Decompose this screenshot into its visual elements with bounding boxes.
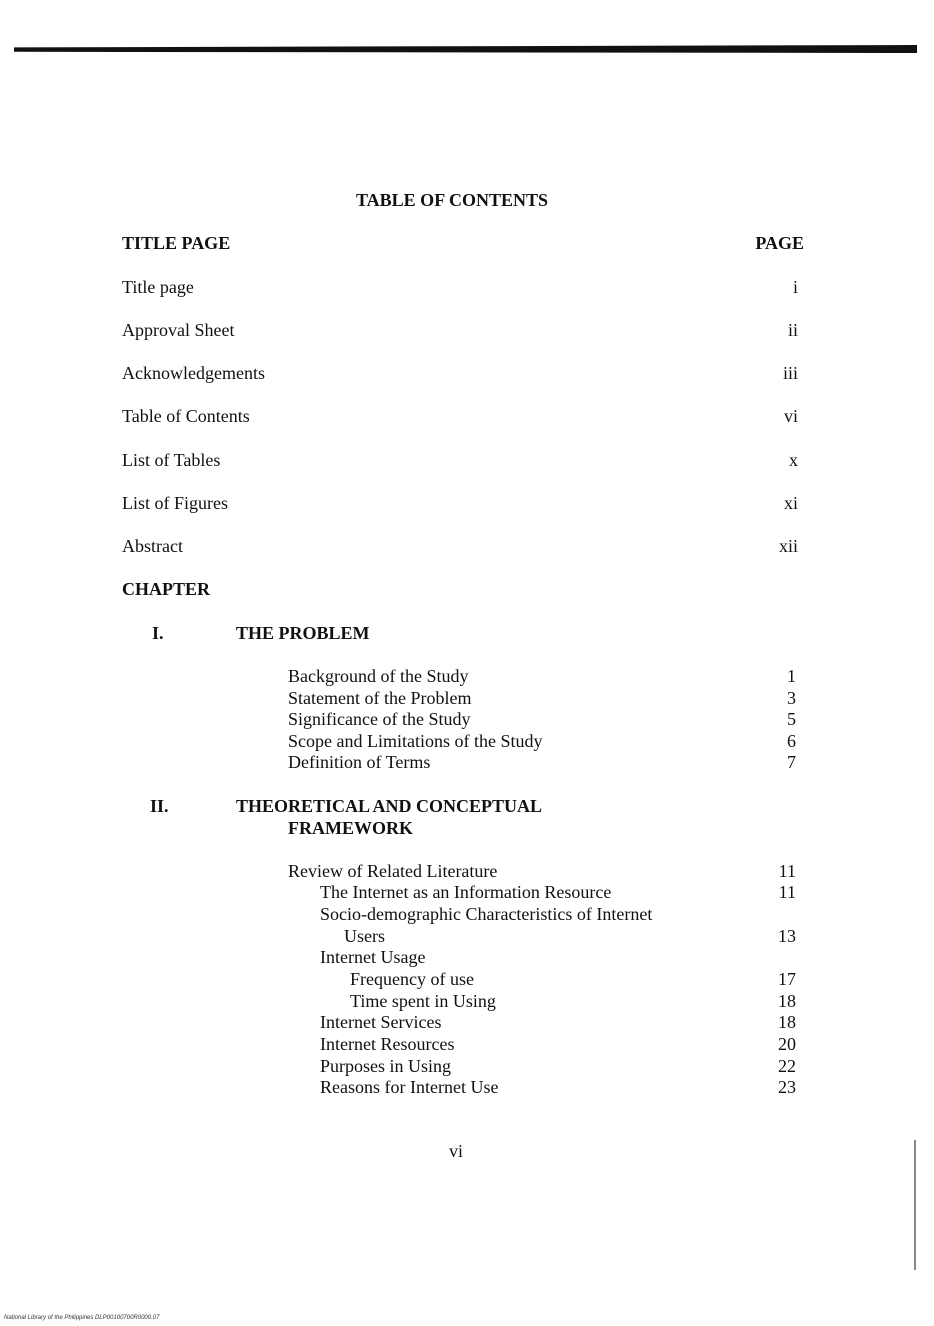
toc-subentry-label: The Internet as an Information Resource — [320, 882, 612, 902]
toc-subentry-label-continued: Users — [344, 926, 385, 946]
toc-entry-label: Background of the Study — [288, 666, 469, 686]
toc-entry-page: xi — [783, 493, 798, 513]
toc-subentry-label: Socio-demographic Characteristics of Internet — [320, 904, 653, 924]
chapter-title: THEORETICAL AND CONCEPTUAL — [236, 796, 543, 816]
toc-entry-page: 6 — [787, 731, 796, 751]
toc-entry-page: 20 — [778, 1034, 796, 1054]
toc-entry-label: List of Figures — [122, 493, 228, 513]
toc-entry-label: Definition of Terms — [288, 752, 431, 772]
toc-entry-label: List of Tables — [122, 450, 221, 470]
toc-entry-page: 11 — [778, 882, 796, 902]
column-title-header: TITLE PAGE — [122, 233, 231, 253]
toc-subentry-label: Reasons for Internet Use — [320, 1077, 499, 1097]
toc-entry-label: Table of Contents — [122, 406, 250, 426]
toc-subentry-label: Internet Services — [320, 1012, 442, 1032]
toc-entry-label: Abstract — [122, 536, 183, 556]
toc-entry-page: vi — [783, 406, 798, 426]
toc-subentry-label: Internet Resources — [320, 1034, 455, 1054]
toc-entry-label: Statement of the Problem — [288, 688, 472, 708]
toc-subsubentry-label: Time spent in Using — [350, 991, 496, 1011]
column-page-header: PAGE — [755, 233, 804, 253]
toc-entry-page: 18 — [778, 991, 796, 1011]
toc-entry-page: 13 — [778, 926, 796, 946]
chapter-title: THE PROBLEM — [236, 623, 370, 643]
page-number: vi — [448, 1141, 463, 1161]
chapter-heading: CHAPTER — [122, 579, 211, 599]
scan-border-bar — [14, 45, 917, 53]
toc-entry-page: 18 — [778, 1012, 796, 1032]
chapter-numeral: II. — [150, 796, 169, 816]
toc-entry-page: 7 — [787, 752, 796, 772]
toc-entry-label: Scope and Limitations of the Study — [288, 731, 543, 751]
toc-entry-page: 11 — [778, 861, 796, 881]
toc-entry-label: Acknowledgements — [122, 363, 265, 383]
scan-footer-note: National Library of the Philippines DLP00100700R0000.07 — [4, 1315, 160, 1321]
toc-entry-page: i — [792, 277, 798, 297]
toc-entry-page: 3 — [787, 688, 796, 708]
toc-subentry-label: Internet Usage — [320, 947, 426, 967]
toc-entry-page: 1 — [787, 666, 796, 686]
toc-entry-label: Title page — [122, 277, 194, 297]
chapter-title-continued: FRAMEWORK — [288, 818, 413, 838]
toc-entry-page: 5 — [787, 709, 796, 729]
toc-subentry-label: Purposes in Using — [320, 1056, 452, 1076]
toc-heading: TABLE OF CONTENTS — [356, 190, 549, 210]
toc-entry-page: iii — [782, 363, 798, 383]
toc-entry-page: x — [789, 450, 798, 470]
toc-entry-page: xii — [778, 536, 798, 556]
toc-entry-label: Approval Sheet — [122, 320, 235, 340]
toc-entry-page: 22 — [778, 1056, 796, 1076]
toc-entry-page: ii — [787, 320, 798, 340]
toc-entry-label: Review of Related Literature — [288, 861, 498, 881]
toc-subsubentry-label: Frequency of use — [350, 969, 474, 989]
toc-entry-page: 23 — [778, 1077, 796, 1097]
scan-edge-speckle — [914, 1140, 916, 1270]
chapter-numeral: I. — [152, 623, 164, 643]
toc-entry-label: Significance of the Study — [288, 709, 471, 729]
toc-entry-page: 17 — [778, 969, 796, 989]
